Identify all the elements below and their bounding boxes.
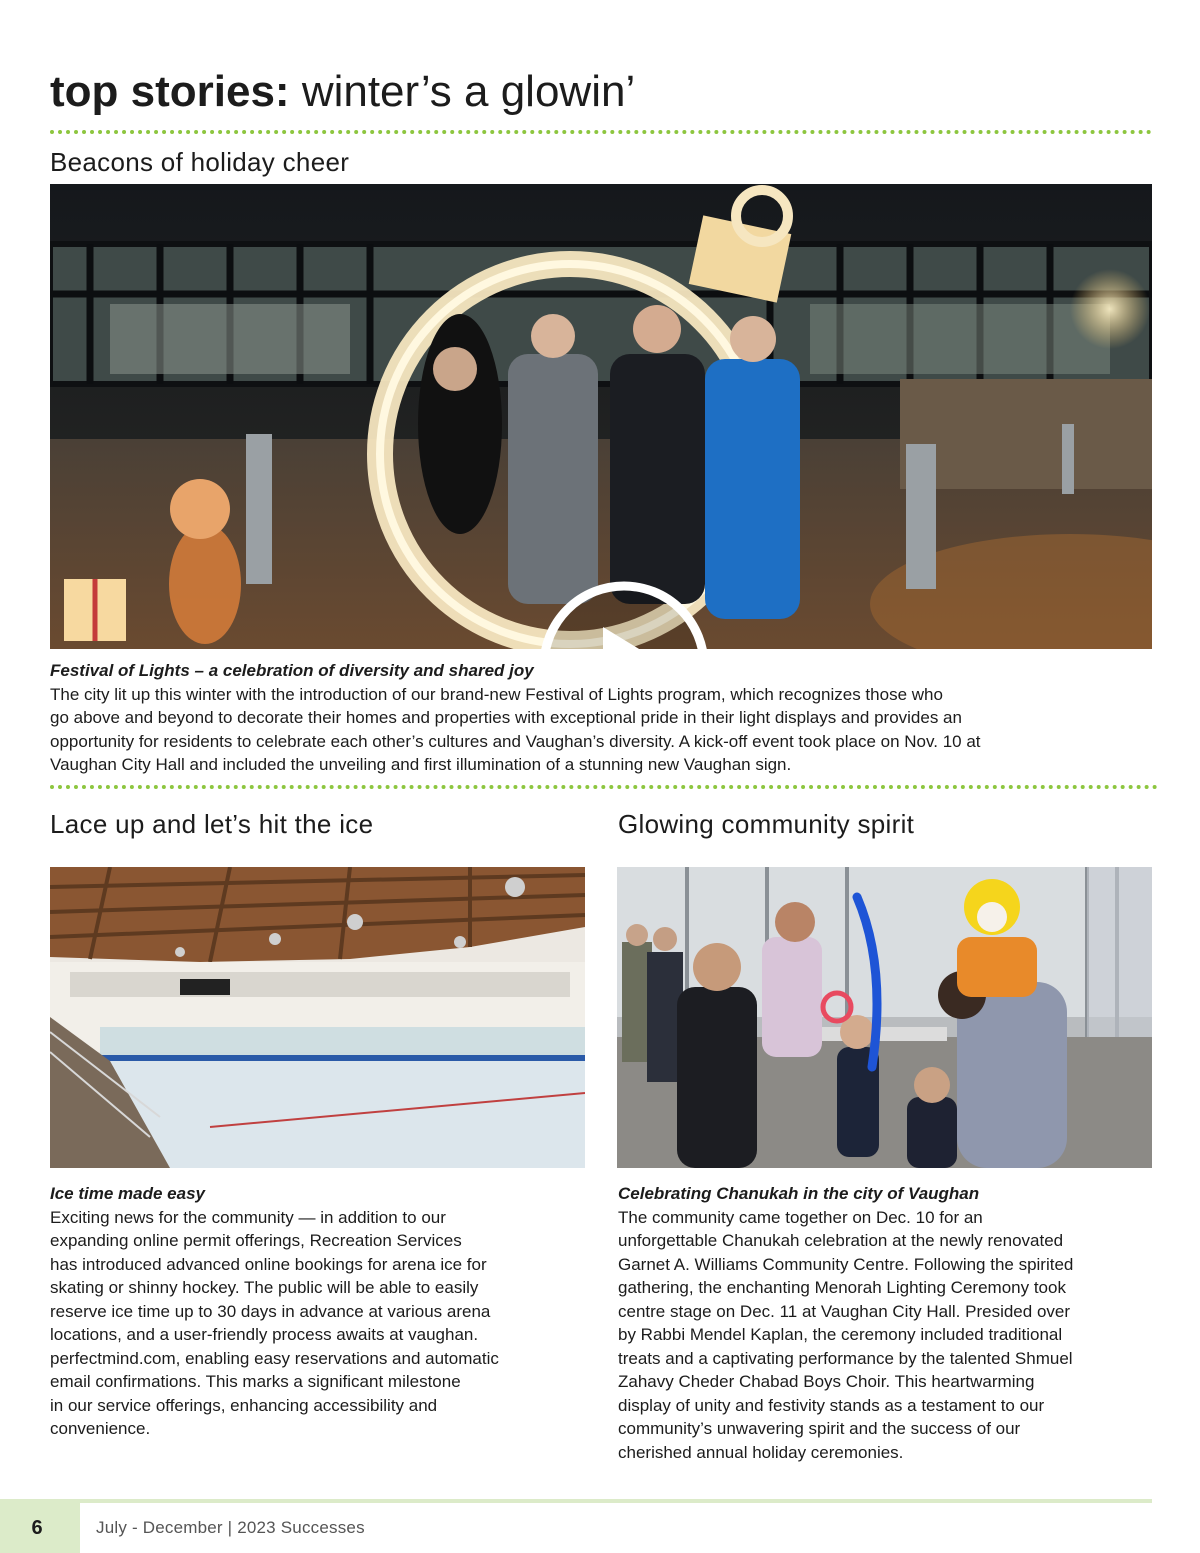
caption-line: centre stage on Dec. 11 at Vaughan City Hall. Presided over: [618, 1301, 1071, 1321]
caption-line: The city lit up this winter with the introduction of our brand-new Festival of Lights program, which recognizes those who: [50, 684, 943, 704]
caption-line: reserve ice time up to 30 days in advance at various arena: [50, 1301, 491, 1321]
caption-line: expanding online permit offerings, Recreation Services: [50, 1231, 462, 1250]
page-number: 6: [31, 1517, 43, 1539]
caption-line: has introduced advanced online bookings for arena ice for: [50, 1254, 487, 1274]
ice-story-caption: [50, 1182, 590, 1441]
caption-line: skating or shinny hockey. The public will be able to easily: [50, 1278, 479, 1297]
main-story-heading: Beacons of holiday cheer: [50, 147, 350, 177]
caption-line: perfectmind.com, enabling easy reservations and automatic: [50, 1348, 499, 1368]
caption-line: unforgettable Chanukah celebration at the newly renovated: [618, 1231, 1064, 1250]
festival-photo: [50, 184, 1152, 649]
play-button[interactable]: [539, 581, 709, 649]
play-icon: [539, 581, 709, 649]
caption-line: locations, and a user-friendly process awaits at vaughan.: [50, 1325, 479, 1344]
dotted-divider-top: [50, 130, 1152, 134]
arena-rink-photo: [50, 867, 585, 1168]
caption-line: Vaughan City Hall and included the unveiling and first illumination of a stunning new Vaughan sign.: [50, 755, 792, 774]
chanukah-photo: [617, 867, 1152, 1168]
ice-caption-title: Ice time made easy: [50, 1184, 205, 1203]
chanukah-event-photo: [617, 867, 1152, 1168]
caption-line: by Rabbi Mendel Kaplan, the ceremony included traditional: [618, 1325, 1063, 1344]
title-bold: top stories:: [50, 67, 290, 116]
community-caption-title: Celebrating Chanukah in the city of Vaughan: [618, 1184, 980, 1203]
main-story-caption: [50, 659, 1160, 777]
footer-rule: [0, 1499, 1152, 1503]
ice-story-heading: Lace up and let’s hit the ice: [50, 809, 374, 839]
caption-line: in our service offerings, enhancing accessibility and: [50, 1395, 438, 1415]
page-title: [50, 64, 635, 120]
festival-of-lights-video[interactable]: [50, 184, 1152, 649]
caption-line: convenience.: [50, 1419, 151, 1438]
caption-line: treats and a captivating performance by the talented Shmuel: [618, 1348, 1073, 1368]
dotted-divider-middle: [50, 785, 1158, 789]
caption-line: go above and beyond to decorate their homes and properties with exceptional pride in their light displays and provides an: [50, 708, 962, 727]
community-story-caption: [618, 1182, 1158, 1464]
main-caption-title: Festival of Lights – a celebration of diversity and shared joy: [50, 661, 534, 680]
caption-line: email confirmations. This marks a significant milestone: [50, 1372, 461, 1391]
community-story-heading: Glowing community spirit: [618, 809, 915, 839]
caption-line: cherished annual holiday ceremonies.: [618, 1442, 904, 1462]
caption-line: Exciting news for the community — in addition to our: [50, 1207, 446, 1227]
title-light: winter’s a glowin’: [301, 67, 636, 116]
caption-line: The community came together on Dec. 10 for an: [618, 1207, 983, 1227]
rink-photo: [50, 867, 585, 1168]
caption-line: display of unity and festivity stands as a testament to our: [618, 1395, 1045, 1415]
caption-line: gathering, the enchanting Menorah Lighting Ceremony took: [618, 1278, 1066, 1297]
footer-publication-label: July - December | 2023 Successes: [96, 1518, 365, 1537]
caption-line: Garnet A. Williams Community Centre. Following the spirited: [618, 1254, 1074, 1274]
caption-line: opportunity for residents to celebrate each other’s cultures and Vaughan’s diversity. A kick-off event took place on Nov. 10 at: [50, 731, 981, 751]
caption-line: community’s unwavering spirit and the success of our: [618, 1419, 1021, 1438]
caption-line: Zahavy Cheder Chabad Boys Choir. This heartwarming: [618, 1372, 1035, 1391]
